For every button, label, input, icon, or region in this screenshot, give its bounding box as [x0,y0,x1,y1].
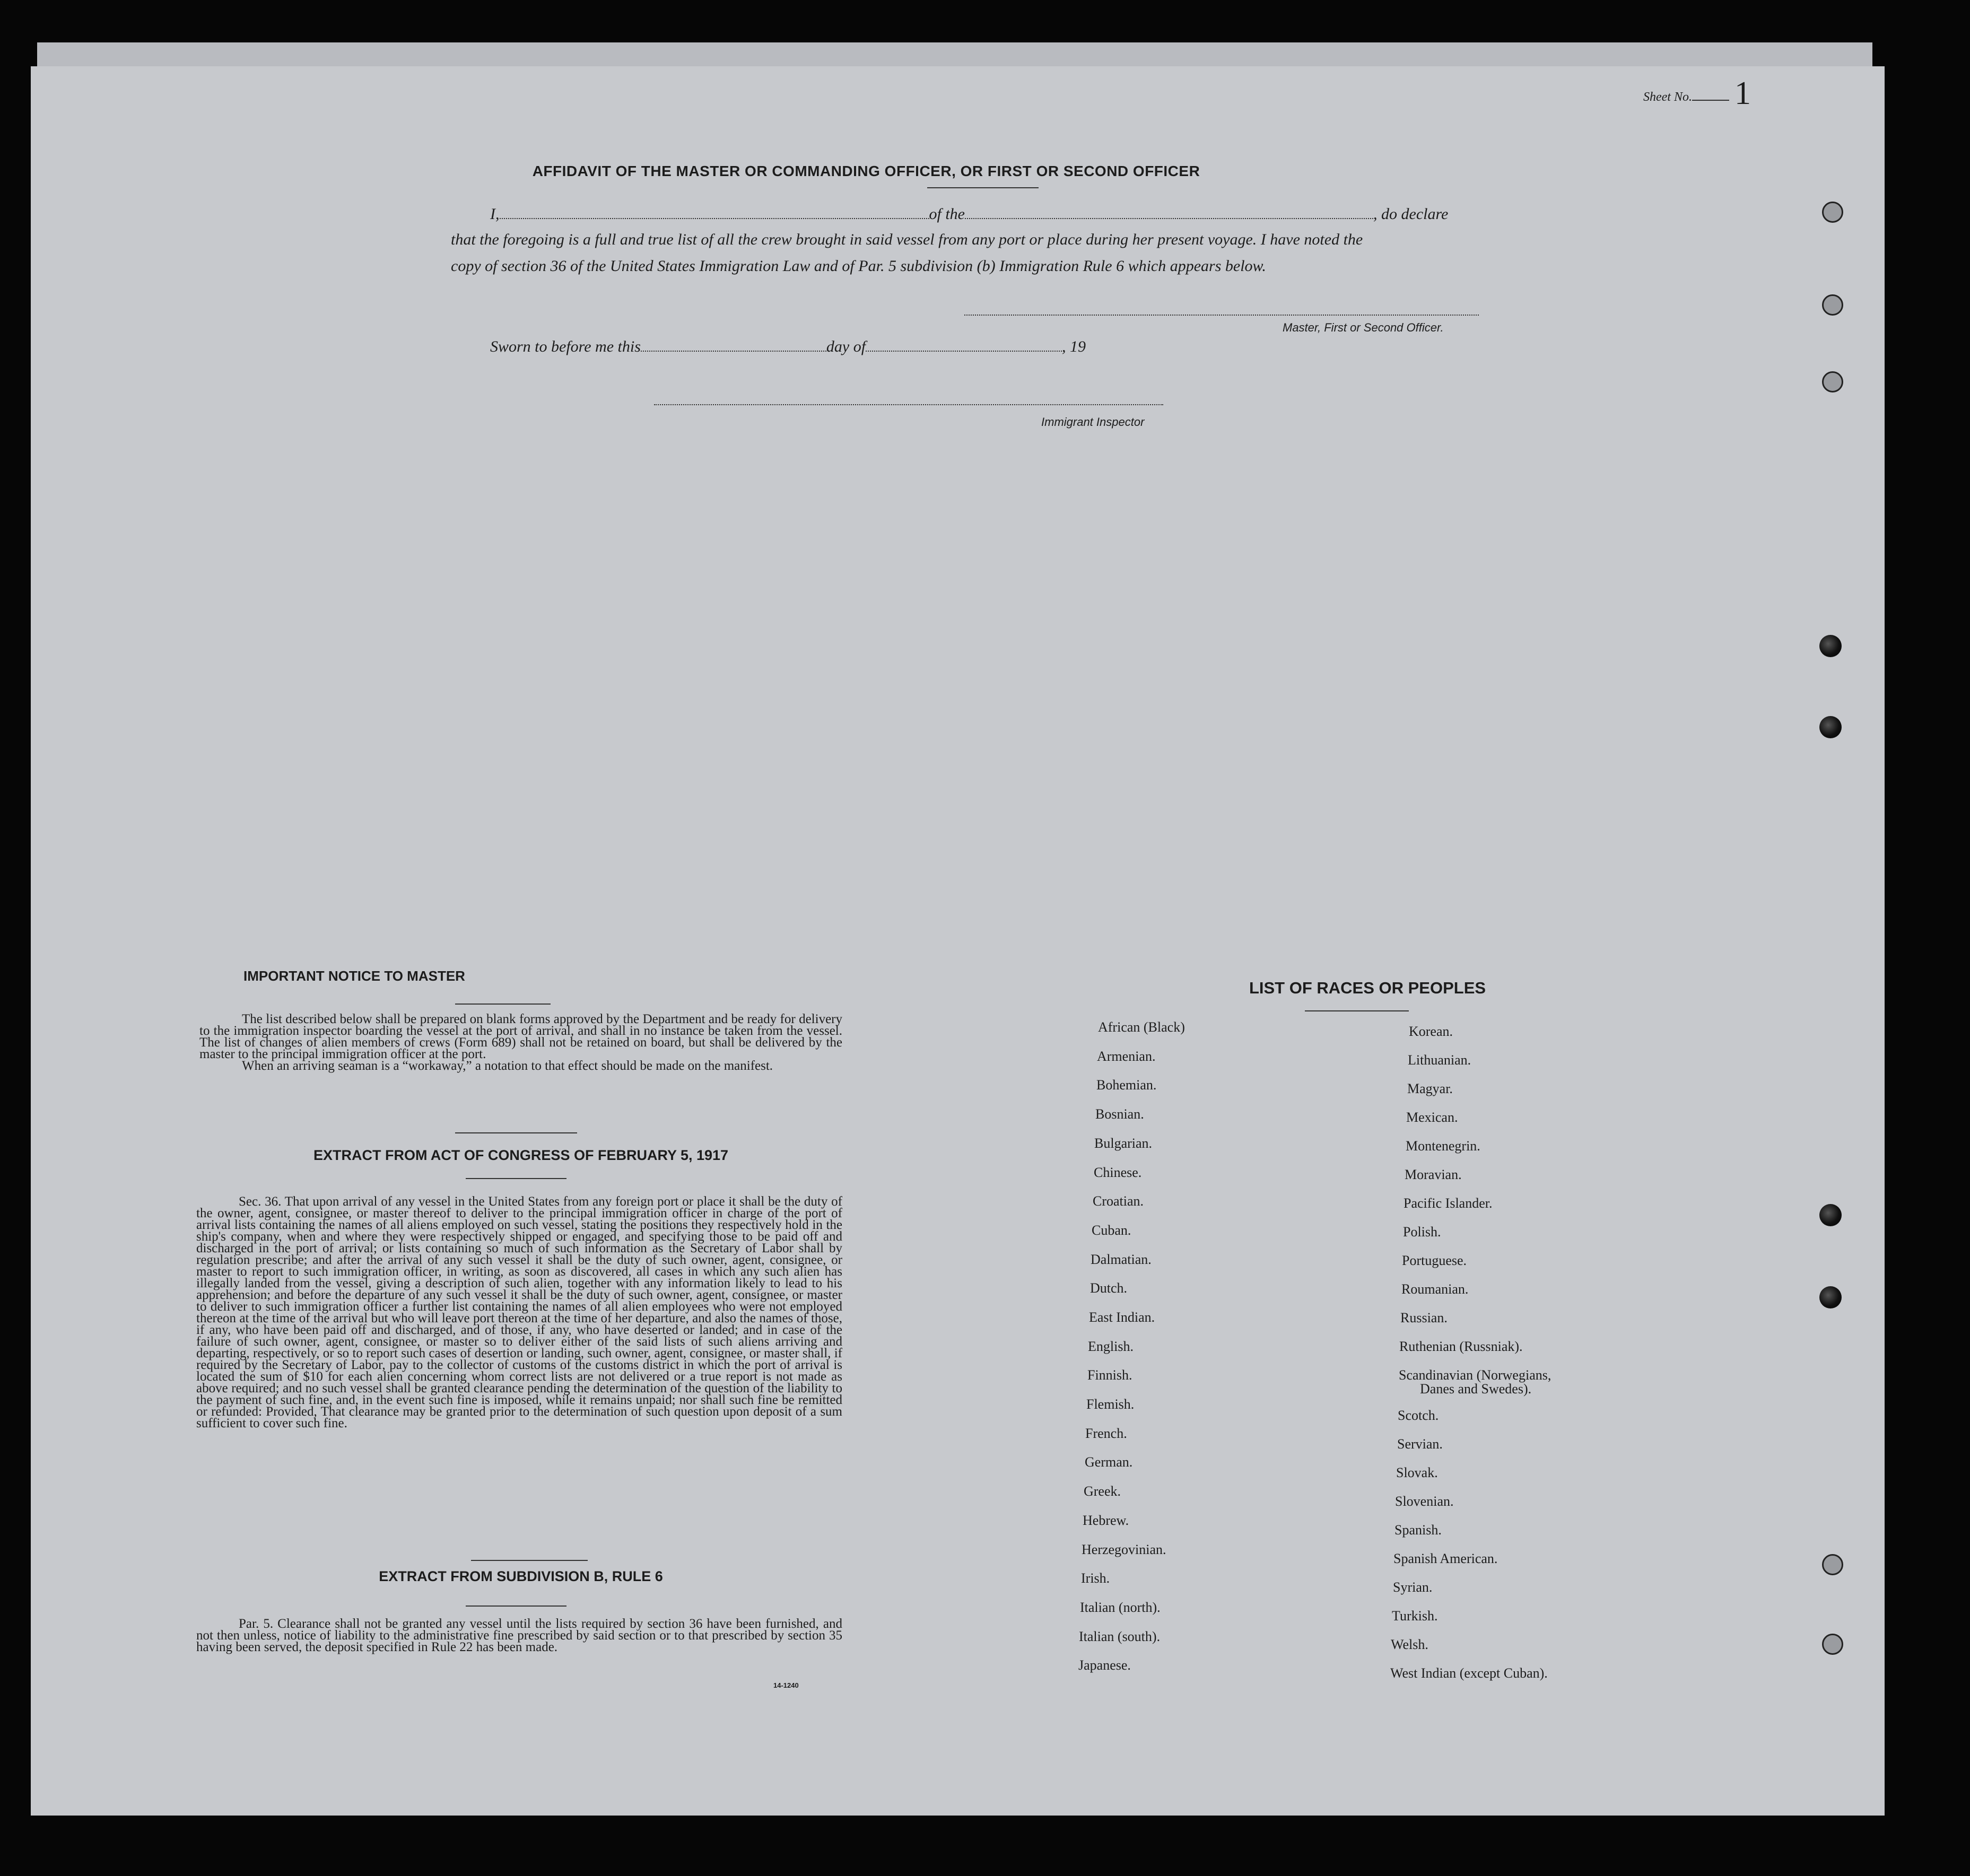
race-item: Scotch. [1398,1408,1439,1423]
races-title-rule [1305,1010,1409,1011]
race-item-continuation: Danes and Swedes). [1420,1381,1532,1397]
race-item: West Indian (except Cuban). [1390,1665,1548,1681]
race-item: Chinese. [1094,1165,1142,1180]
master-signature-caption: Master, First or Second Officer. [1283,321,1444,334]
sheet-number-value: 1 [1734,75,1751,111]
act-body [196,1196,842,1429]
punch-hole [1822,371,1843,392]
race-item: Moravian. [1405,1167,1462,1182]
notice-paragraph-1: The list described below shall be prepared on blank forms approved by the Department and be ready for delivery to the immigration inspector boarding the vessel at the port of arrival, and shall in no instance be taken from the vessel. The list of changes of alien members of crews (Form 689) shall not be retained on board, but shall be delivered by the master to the principal immigration officer at the port. [199,1012,842,1061]
race-item: Montenegrin. [1406,1138,1480,1154]
race-item: Croatian. [1093,1193,1144,1209]
sheet-number [1643,72,1751,109]
vessel-name-field[interactable] [965,218,1373,219]
race-item: Spanish American. [1393,1551,1498,1566]
race-item: Ruthenian (Russniak). [1399,1339,1523,1354]
notice-title-rule [455,1004,551,1005]
day-of-label: day of [826,338,866,355]
race-item: Hebrew. [1083,1513,1129,1528]
punch-hole [1822,1634,1843,1655]
act-title: EXTRACT FROM ACT OF CONGRESS OF FEBRUARY 5, 1917 [313,1147,729,1163]
act-top-rule [455,1132,577,1133]
affidavit-of-the-label: of the [929,205,965,223]
race-item: French. [1085,1426,1127,1441]
punch-hole [1819,1286,1842,1308]
punch-hole [1819,716,1842,738]
race-item: German. [1085,1454,1133,1470]
inspector-signature-line[interactable] [654,404,1163,405]
race-item: Italian (north). [1080,1600,1161,1615]
race-item: Spanish. [1394,1522,1442,1538]
race-item: Bosnian. [1095,1106,1144,1122]
punch-hole [1819,635,1842,657]
race-item: Magyar. [1407,1081,1453,1096]
race-item: Finnish. [1087,1367,1132,1383]
sworn-month-field[interactable] [866,351,1062,352]
race-item: Portuguese. [1402,1253,1467,1268]
race-item: Dutch. [1090,1280,1128,1296]
inspector-caption: Immigrant Inspector [1041,415,1145,429]
sworn-line [490,338,1086,356]
affidavit-title: AFFIDAVIT OF THE MASTER OR COMMANDING OFFICER, OR FIRST OR SECOND OFFICER [532,163,1200,179]
affidavit-line-3: copy of section 36 of the United States Immigration Law and of Par. 5 subdivision (b) Immigration Rule 6 which appears below. [451,257,1266,275]
race-item: Mexican. [1406,1110,1458,1125]
affidavit-do-declare: , do declare [1373,205,1449,223]
punch-hole [1822,1554,1843,1575]
race-item: Slovak. [1396,1465,1438,1480]
race-item: Herzegovinian. [1082,1542,1166,1557]
race-item: Pacific Islander. [1404,1196,1493,1211]
master-signature-line[interactable] [964,315,1479,316]
race-item: Flemish. [1086,1397,1135,1412]
act-title-rule [466,1178,566,1179]
race-item: Lithuanian. [1408,1052,1471,1068]
race-item: Irish. [1081,1570,1110,1586]
races-title: LIST OF RACES OR PEOPLES [1249,979,1486,997]
affidavit-line-2: that the foregoing is a full and true list of all the crew brought in said vessel from any port or place during her present voyage. I have noted the [451,231,1363,248]
race-item: Syrian. [1393,1580,1433,1595]
race-item: Servian. [1397,1436,1443,1452]
race-item: Bulgarian. [1094,1136,1153,1151]
notice-paragraph-2: When an arriving seaman is a “workaway,” a notation to that effect should be made on the manifest. [242,1059,773,1073]
race-item: Russian. [1400,1310,1448,1325]
race-item: English. [1088,1339,1134,1354]
race-item: Armenian. [1097,1049,1156,1064]
sheet-number-label: Sheet No. [1643,90,1692,104]
affidavit-i-label: I, [490,205,500,223]
race-item: Dalmatian. [1091,1252,1152,1267]
form-number: 14-1240 [773,1681,799,1689]
rule-body [196,1618,842,1653]
race-item: Scandinavian (Norwegians, [1399,1367,1551,1383]
sworn-label: Sworn to before me this [490,338,641,355]
race-item: Korean. [1409,1024,1453,1039]
punch-hole [1822,202,1843,223]
rule-title: EXTRACT FROM SUBDIVISION B, RULE 6 [379,1568,663,1584]
race-item: Japanese. [1078,1657,1131,1673]
punch-hole [1819,1204,1842,1226]
rule-title-rule [466,1605,566,1607]
notice-body [199,1014,842,1072]
sworn-day-field[interactable] [641,351,826,352]
act-section-36-text: Sec. 36. That upon arrival of any vessel in the United States from any foreign port or place it shall be the duty of the owner, agent, consignee, or master thereof to deliver to the principal immigration officer in charge of the port of arrival lists containing the names of all aliens employed on such vessel, stating the positions they respectively hold in the ship's company, when and where they were respectively shipped or engaged, and specifying those to be paid off and discharged in the port of arrival; or lists containing so much of such information as the Secretary of Labor shall by regulation prescribe; and after the arrival of any such vessel it shall be the duty of such owner, agent, consignee, or master to report to such immigration officer, in writing, as soon as discovered, all cases in which any such alien has illegally landed from the vessel, giving a description of such alien, together with any information likely to lead to his apprehension; and before the departure of any such vessel it shall be the duty of such owner, agent, consignee, or master to deliver to such immigration officer a further list containing the names of all alien employees who were not employed thereon at the time of the arrival but who will leave port thereon at the time of her departure, and also the names of those, if any, who have been paid off and discharged, and of those, if any, who have deserted or landed; and in case of the failure of such owner, agent, consignee, or master so to deliver either of the said lists of such aliens arriving and departing, respectively, or so to report such cases of desertion or landing, such owner, agent, consignee, or master shall, if required by the Secretary of Labor, pay to the collector of customs of the customs district in which the port of arrival is located the sum of $10 for each alien concerning whom correct lists are not delivered or a true report is not made as above required; and no such vessel shall be granted clearance pending the determination of the question of the liability to the payment of such fine, and, in the event such fine is imposed, while it remains unpaid; nor shall such fine be remitted or refunded: Provided, That clearance may be granted prior to the determination of such question upon deposit of a sum sufficient to cover such fine. [196,1194,842,1430]
rule-par-5-text: Par. 5. Clearance shall not be granted any vessel until the lists required by section 36 have been furnished, and not then unless, notice of liability to the administrative fine prescribed by said section or to that prescribed by section 35 having been served, the deposit specified in Rule 22 has been made. [196,1617,842,1654]
rule-top-rule [471,1560,588,1561]
affidavit-line-1 [490,205,1448,223]
race-item: African (Black) [1098,1019,1185,1035]
year-label: , 19 [1062,338,1086,355]
race-item: Slovenian. [1395,1494,1454,1509]
master-name-field[interactable] [500,218,929,219]
race-item: Polish. [1403,1224,1441,1240]
race-item: Cuban. [1092,1223,1131,1238]
notice-title: IMPORTANT NOTICE TO MASTER [243,968,465,984]
race-item: Welsh. [1391,1637,1428,1652]
race-item: East Indian. [1089,1310,1155,1325]
race-item: Greek. [1084,1484,1121,1499]
race-item: Roumanian. [1401,1281,1469,1297]
affidavit-title-rule [927,187,1039,188]
race-item: Italian (south). [1079,1629,1161,1644]
document-page [31,66,1885,1816]
race-item: Turkish. [1392,1608,1438,1624]
punch-hole [1822,294,1843,316]
race-item: Bohemian. [1096,1077,1157,1093]
